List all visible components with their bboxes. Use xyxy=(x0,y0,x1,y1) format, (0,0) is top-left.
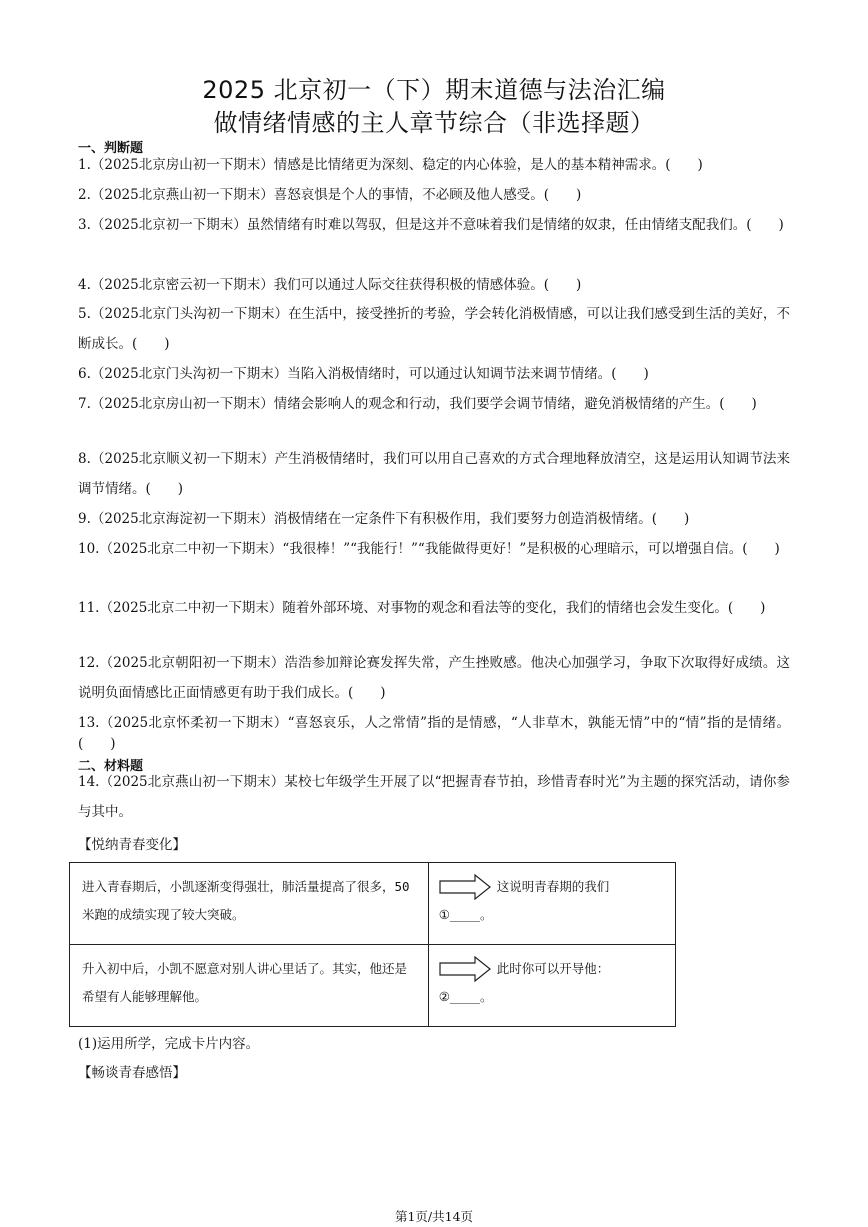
card-1-text: 进入青春期后，小凯逐渐变得强壮，肺活量提高了很多，50米跑的成绩实现了较大突破。 xyxy=(70,863,429,945)
card-1-answer xyxy=(428,863,675,945)
question-8: 8.（2025北京顺义初一下期末）产生消极情绪时，我们可以用自己喜欢的方式合理地释放清空，这是运用认知调节法来调节情绪。( ) xyxy=(78,451,790,497)
card-row-1 xyxy=(70,863,676,945)
card-row-2 xyxy=(70,945,676,1027)
question-5: 5.（2025北京门头沟初一下期末）在生活中，接受挫折的考验，学会转化消极情感，可以让我们感受到生活的美好，不断成长。( ) xyxy=(78,306,790,352)
label-share-insights: 【畅谈青春感悟】 xyxy=(78,1065,186,1081)
question-3: 3.（2025北京初一下期末）虽然情绪有时难以驾驭，但是这并不意味着我们是情绪的奴隶，任由情绪支配我们。( ) xyxy=(78,217,784,233)
arrow-right-icon xyxy=(439,874,491,900)
arrow-right-icon xyxy=(439,956,491,982)
card-2-blank: ②____。 xyxy=(438,989,493,1004)
question-1: 1.（2025北京房山初一下期末）情感是比情绪更为深刻、稳定的内心体验，是人的基本精神需求。( ) xyxy=(78,157,703,173)
question-10: 10.（2025北京二中初一下期末）“我很棒！”“我能行！”“我能做得更好！”是积极的心理暗示，可以增强自信。( ) xyxy=(78,541,780,557)
question-14: 14.（2025北京燕山初一下期末）某校七年级学生开展了以“把握青春节拍，珍惜青春时光”为主题的探究活动，请你参与其中。 xyxy=(78,774,790,820)
question-9: 9.（2025北京海淀初一下期末）消极情绪在一定条件下有积极作用，我们要努力创造消极情绪。( ) xyxy=(78,511,690,527)
card-2-prompt: 此时你可以开导他： xyxy=(496,961,610,976)
document-subtitle: 做情绪情感的主人章节综合（非选择题） xyxy=(213,109,655,137)
question-13: 13.（2025北京怀柔初一下期末）“喜怒哀乐，人之常情”指的是情感，“人非草木，孰能无情”中的“情”指的是情绪。( ) xyxy=(78,715,790,752)
card-1-prompt: 这说明青春期的我们 xyxy=(496,879,610,894)
question-12: 12.（2025北京朝阳初一下期末）浩浩参加辩论赛发挥失常，产生挫败感。他决心加强学习，争取下次取得好成绩。这说明负面情感比正面情感更有助于我们成长。( ) xyxy=(78,655,790,701)
question-6: 6.（2025北京门头沟初一下期末）当陷入消极情绪时，可以通过认知调节法来调节情绪。( ) xyxy=(78,366,649,382)
card-table xyxy=(69,862,676,1027)
question-2: 2.（2025北京燕山初一下期末）喜怒哀惧是个人的事情，不必顾及他人感受。( ) xyxy=(78,187,582,203)
label-embrace-changes: 【悦纳青春变化】 xyxy=(78,837,186,853)
section-heading-judgment: 一、判断题 xyxy=(78,141,144,156)
card-1-blank: ①____。 xyxy=(438,907,493,922)
question-4: 4.（2025北京密云初一下期末）我们可以通过人际交往获得积极的情感体验。( ) xyxy=(78,277,582,293)
sub-question-1: (1)运用所学，完成卡片内容。 xyxy=(78,1036,260,1052)
document-title: 2025 北京初一（下）期末道德与法治汇编 xyxy=(202,76,666,104)
card-2-answer xyxy=(428,945,675,1027)
question-7: 7.（2025北京房山初一下期末）情绪会影响人的观念和行动，我们要学会调节情绪，避免消极情绪的产生。( ) xyxy=(78,396,757,412)
card-2-text: 升入初中后，小凯不愿意对别人讲心里话了。其实，他还是希望有人能够理解他。 xyxy=(70,945,429,1027)
section-heading-material: 二、材料题 xyxy=(78,759,144,774)
question-11: 11.（2025北京二中初一下期末）随着外部环境、对事物的观念和看法等的变化，我们的情绪也会发生变化。( ) xyxy=(78,600,766,616)
page-number: 第1页/共14页 xyxy=(394,1209,474,1224)
